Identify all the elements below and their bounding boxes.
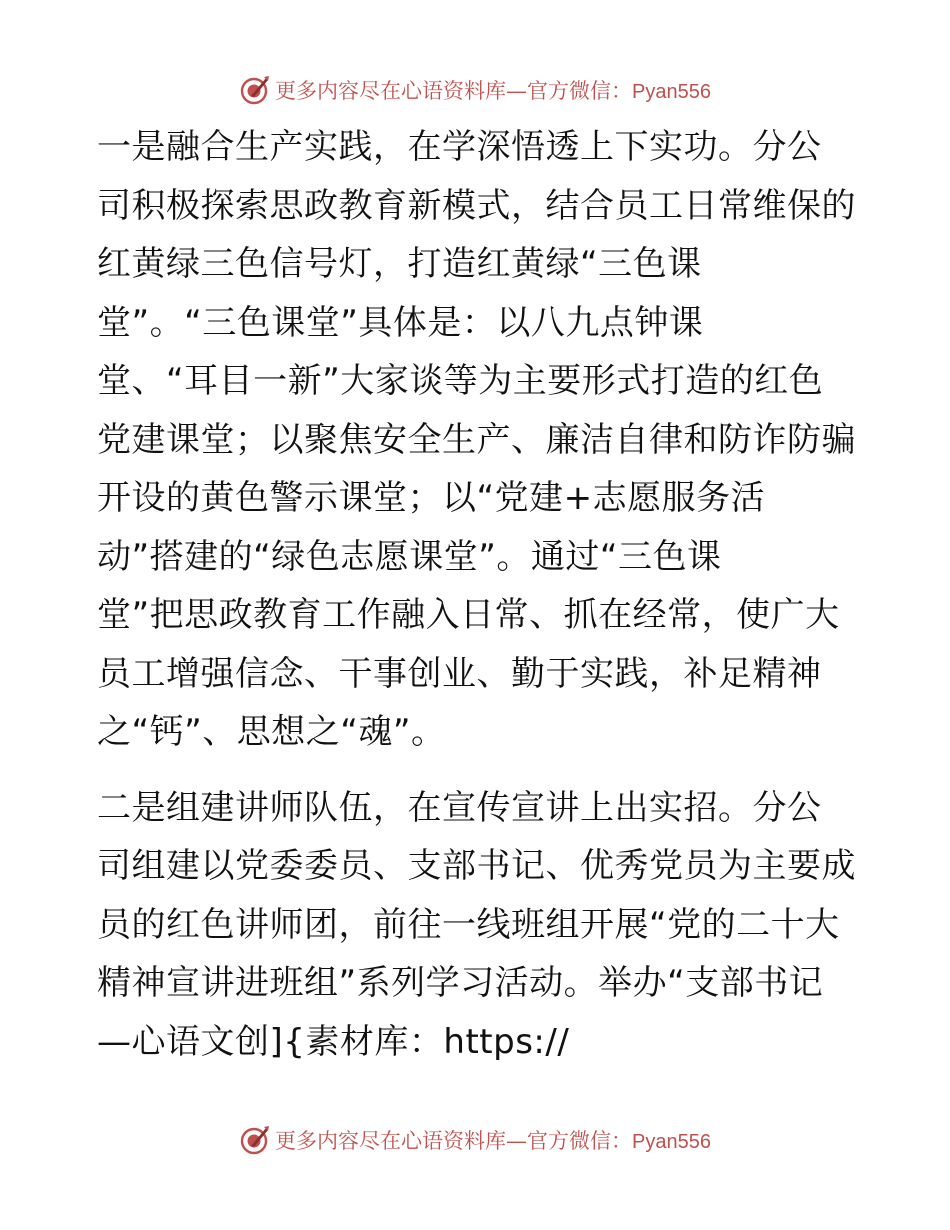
text-line: 员工增强信念、干事创业、勤于实践，补足精神 bbox=[97, 653, 822, 694]
paragraph-2 bbox=[97, 779, 857, 1072]
text-line: 员的红色讲师团，前往一线班组开展“党的二十大 bbox=[97, 904, 840, 945]
text-line: 堂、“耳目一新”大家谈等为主要形式打造的红色 bbox=[97, 361, 824, 401]
text-line: 开设的黄色警示课堂；以“党建+志愿服务活 bbox=[97, 478, 766, 518]
text-line: 之“钙”、思想之“魂”。 bbox=[97, 712, 446, 752]
header-watermark bbox=[0, 70, 950, 110]
text-line: 红黄绿三色信号灯，打造红黄绿“三色课 bbox=[97, 244, 702, 284]
quill-seal-icon bbox=[239, 1124, 271, 1156]
quill-seal-icon bbox=[239, 74, 271, 106]
text-line: 精神宣讲进班组”系列学习活动。举办“支部书记 bbox=[97, 963, 824, 1003]
text-line: 司积极探索思政教育新模式，结合员工日常维保的 bbox=[97, 185, 856, 226]
document-body bbox=[97, 118, 857, 1071]
watermark-text bbox=[275, 1125, 711, 1155]
footer-watermark bbox=[0, 1120, 950, 1160]
text-line: 司组建以党委委员、支部书记、优秀党员为主要成 bbox=[97, 846, 856, 886]
watermark-wechat-id: Pyan556 bbox=[632, 81, 711, 103]
text-line: 堂”。“三色课堂”具体是：以八九点钟课 bbox=[97, 302, 704, 343]
text-line: 动”搭建的“绿色志愿课堂”。通过“三色课 bbox=[97, 536, 722, 577]
text-line: 二是组建讲师队伍，在宣传宣讲上出实招。分公 bbox=[97, 787, 822, 828]
watermark-text bbox=[275, 75, 711, 105]
text-line: 一是融合生产实践，在学深悟透上下实功。分公 bbox=[97, 127, 822, 167]
text-line: 党建课堂；以聚焦安全生产、廉洁自律和防诈防骗 bbox=[97, 419, 856, 460]
watermark-wechat-id: Pyan556 bbox=[632, 1131, 711, 1153]
watermark-label: 更多内容尽在心语资料库—官方微信： bbox=[275, 79, 633, 103]
watermark-label: 更多内容尽在心语资料库—官方微信： bbox=[275, 1129, 633, 1153]
paragraph-1 bbox=[97, 118, 857, 762]
text-line: —心语文创]{素材库：https:// bbox=[97, 1021, 570, 1062]
text-line: 堂”把思政教育工作融入日常、抓在经常，使广大 bbox=[97, 595, 840, 635]
